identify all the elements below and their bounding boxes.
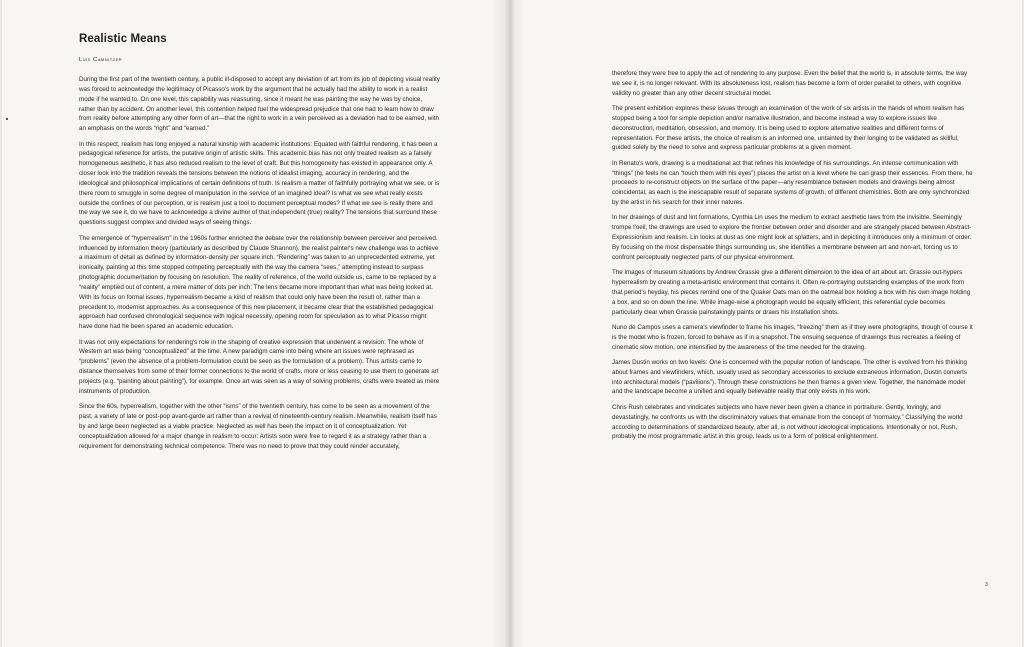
paragraph: During the first part of the twentieth century, a public ill-disposed to accept any deviation of art from its job of depicting visual reality was forced to acknowledge the legitimacy of Picasso's work by the argument that he actually had the ability to work in a realist mode if he wanted to. On one level, this capability was reassuring, since it meant he was painting the way he was by choice, rather than by accident. On another level, this contention helped fuel the widespread prejudice that one had to learn how to draw from reality before attempting any other form of art—that the right to work in a vein perceived as a deviation had to be earned, with an emphasis on the words “right” and “earned.” [79, 76, 440, 133]
left-page [79, 33, 440, 457]
paragraph: Chris Rush celebrates and vindicates subjects who have never been given a chance in portraiture. Gently, lovingly, and devastatingly, he confronts us with the discriminatory values that emanate from the concept of “normalcy.” Classifying the world according to determinations of standardized beauty, after all, is not without ideological implications. Intentionally or not, Rush, probably the most programmatic artist in this group, leads us to a form of political enlightenment. [612, 403, 963, 441]
paragraph: It was not only expectations for rendering's role in the shaping of creative expression that underwent a revision: The whole of Western art was being “conceptualized” at the time. A new paradigm came into being where art issues were rephrased as “problems” (even the absence of a problem-formulation could be seen as the formulation of a problem). Thus artists came to distance themselves from some of their former connections to the world of crafts, more or less ceasing to use them to generate art projects (e.g. “painting about painting”), for example. Once art was seen as a way of solving problems, crafts were treated as mere instruments of production. [79, 338, 440, 395]
paragraph: The emergence of “hyperrealism” in the 1960s further enriched the debate over the relationship between perceiver and perceived. Influenced by information theory (particularly as described by Claude Shannon), the realist painter's new challenge was to achieve a maximum of detail as defined by information-density per square inch. “Rendering” was taken to an unprecedented extreme, yet ironically, painting at this time stopped competing perceptually with the way the camera “sees,” attempting instead to surpass photographic documentation by focusing on resolution. The reality of reference, of the world outside us, came to be replaced by a “reality” emptied out of content, a mere matter of dots per inch: The lens became more important than what was being looked at. With its focus on formal issues, hyperrealism became a kind of realism that could only have been the result of, rather than a precedent to, modernist approaches. As a consequence of this new placement, it became clear that the established pedagogical approach had confused chronological sequence with logical necessity, opening room for speculation as to what Picasso might have done had he been spared an academic education. [79, 234, 439, 331]
paragraph: In her drawings of dust and lint formations, Cynthia Lin uses the medium to extract aesthetic laws from the invisible. Seemingly trompe l'oeil, the drawings are used to explore the frontier between order and disorder and are strangely placed between Abstract-Expressionism and realism. Lin looks at dust as one might look at splatters, and in depicting it introduces only a minimum of order. By focusing on the most dispensable things surrounding us, she identifies a membrane between art and non-art, forcing us to confront perceptually neglected parts of our physical environment. [612, 214, 972, 261]
paragraph: James Dustin works on two levels: One is concerned with the popular notion of landscape. The other is evolved from his thinking about frames and viewfinders, which, usually used as secondary accessories to exclude extraneous information, Dustin converts into architectural models (“pavilions”). Through these constructions he then frames a given view. Together, the handmade model and the landscape become a unified and equally believable reality that only exists in his work. [612, 358, 968, 396]
margin-mark [6, 118, 8, 120]
page-number: 3 [985, 582, 988, 588]
left-page-edge [0, 0, 2, 647]
essay-title: Realistic Means [79, 33, 167, 45]
paragraph: The present exhibition explores these issues through an examination of the work of six artists in the hands of whom realism has stopped being a tool for simple depiction and/or narrative illustration, and become instead a way to explore issues like deconstruction, meditation, obsession, and memory. It is being used to explore alternative realities and different forms of representation. For these artists, the choice of realism is an informed one, untainted by their longing to be validated as skillful, guided solely by the need to solve and express particular problems at a given moment. [612, 105, 965, 152]
right-page [612, 69, 975, 448]
paragraph: In Renato's work, drawing is a meditational act that refines his knowledge of his surroundings. An intense communication with “things” (he feels he can “touch them with his eyes”) places the artist on a level where he can grasp their essences. From there, he proceeds to re-construct objects on the surface of the paper—any resemblance between models and drawings being almost coincidental, as each is the inescapable result of separate systems of growth, of different chemistries. Both are only synchronized by the artist in his search for their inner natures. [612, 159, 973, 207]
author-name: Luis Camnitzer [79, 57, 123, 63]
paragraph: Nuno de Campos uses a camera's viewfinder to frame his images, “freezing” them as if they were photographs, though of course it is the model who is frozen, forced to behave as if in a snapshot. The ensuing sequence of drawings thus recreates a feeling of cinematic slow motion, one intensified by the awareness of the time needed for the drawing. [612, 323, 973, 351]
paragraph: therefore they were free to apply the act of rendering to any purpose. Even the belief that the world is, in absolute terms, the way we see it, is no longer relevant. With its absoluteness lost, realism has become a form of order parallel to others, with cognitive validity no greater than any other decent structural model. [612, 70, 968, 97]
book-gutter [490, 0, 526, 647]
paragraph: The images of museum situations by Andrew Grassie give a different dimension to the idea of art about art. Grassie out-hypers hyperrealism by creating a meta-artistic environment that contains it. Often re-portraying outstanding examples of the work from that period's heyday, his pieces remind one of the Quaker Oats man on the oatmeal box holding a box with his own image holding a box, and so on down the line. While image-wise a photograph would be equally efficient, this referential cycle becomes particularly clear when Grassie painstakingly paints or draws his installation shots. [612, 269, 971, 316]
paragraph: In this respect, realism has long enjoyed a natural kinship with academic institutions: Equated with faithful rendering, it has been a pedagogical reference for artists, the putative origin of artistic skills. This academic bias has not only treated realism as a falsely homogeneous aesthetic, it has also reduced realism to the level of craft. But this homogeneity has existed in appearance only. A closer look into the tradition reveals the tensions between the notions of idealist imaging, accuracy in rendering, and the ideological and philosophical implications of certain definitions of truth. Is realism a matter of faithfully portraying what we see, or is there room to smuggle in some degree of manipulation in the service of an imagined ideal? Is what we see what really exists outside the confines of our perception, or is realism just a tool to document perceptual modes? If what we see is really there and the way we see it, do we have to acknowledge a divine author of that independent (true) reality? The tensions that surround these questions suggest complex and divided ways of seeing things. [79, 140, 440, 227]
paragraph: Since the 60s, hyperrealism, together with the other “isms” of the twentieth century, has come to be seen as a movement of the past, a variety of late or post-pop avant-garde art rather than a revival of nineteenth-century realism. Meanwhile, realism itself has by and large been neglected as a viable practice. Neglected as well has been the impact on it of conceptualization. Yet conceptualization allowed for a major change in realism to occur: Artists soon were free to regard it as a strategy rather than a requirement for demonstrating technical competence. There was no need to prove that they could render accurately, [79, 403, 437, 450]
